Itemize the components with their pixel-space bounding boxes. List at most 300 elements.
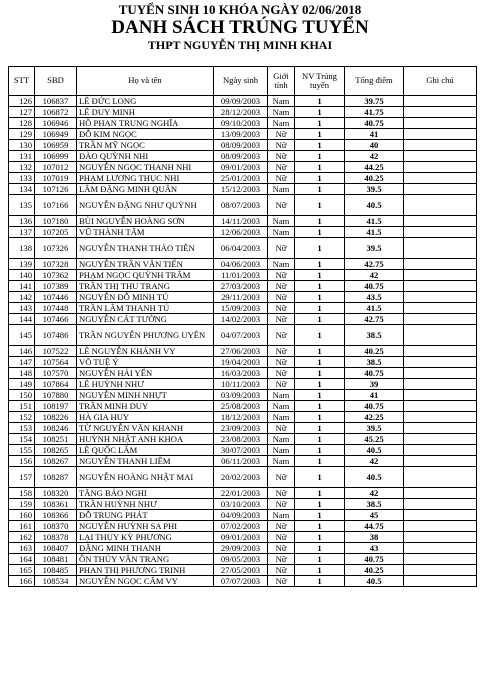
cell-total: 40.75 [345, 368, 404, 379]
cell-total: 42 [345, 488, 404, 499]
cell-dob: 08/09/2003 [214, 151, 268, 162]
cell-stt: 159 [9, 499, 35, 510]
cell-stt: 143 [9, 303, 35, 314]
cell-sbd: 107205 [35, 227, 77, 238]
cell-total: 44.75 [345, 521, 404, 532]
cell-gender: Nữ [268, 129, 295, 140]
cell-gender: Nữ [268, 173, 295, 184]
cell-choice: 1 [295, 314, 345, 325]
table-row [9, 195, 477, 216]
cell-sbd: 107446 [35, 292, 77, 303]
cell-note [404, 401, 477, 412]
col-header-gender: Giới tính [268, 67, 295, 96]
cell-choice: 1 [295, 270, 345, 281]
cell-choice: 1 [295, 423, 345, 434]
cell-name: LÊ DUY MINH [77, 107, 214, 118]
cell-dob: 08/07/2003 [214, 195, 268, 216]
table-row [9, 467, 477, 488]
cell-note [404, 423, 477, 434]
table-row [9, 346, 477, 357]
list-title: DANH SÁCH TRÚNG TUYỂN [111, 17, 369, 38]
cell-sbd: 106959 [35, 140, 77, 151]
cell-note [404, 129, 477, 140]
cell-choice: 1 [295, 281, 345, 292]
cell-name: NGUYỄN ĐẶNG NHƯ QUỲNH [77, 195, 214, 216]
cell-note [404, 216, 477, 227]
cell-total: 40.5 [345, 576, 404, 587]
cell-note [404, 184, 477, 195]
cell-total: 39.75 [345, 96, 404, 107]
cell-sbd: 107180 [35, 216, 77, 227]
cell-stt: 136 [9, 216, 35, 227]
cell-note [404, 292, 477, 303]
cell-stt: 153 [9, 423, 35, 434]
cell-total: 42 [345, 151, 404, 162]
cell-note [404, 195, 477, 216]
cell-stt: 144 [9, 314, 35, 325]
cell-stt: 130 [9, 140, 35, 151]
cell-sbd: 106999 [35, 151, 77, 162]
cell-choice: 1 [295, 510, 345, 521]
cell-name: TĂNG BẢO NGHI [77, 488, 214, 499]
table-row [9, 434, 477, 445]
cell-dob: 29/09/2003 [214, 543, 268, 554]
table-row [9, 565, 477, 576]
table-row [9, 543, 477, 554]
cell-total: 40.75 [345, 281, 404, 292]
table-row [9, 107, 477, 118]
table-row [9, 488, 477, 499]
cell-dob: 09/01/2003 [214, 162, 268, 173]
cell-dob: 14/02/2003 [214, 314, 268, 325]
cell-total: 38.5 [345, 325, 404, 346]
cell-dob: 03/10/2003 [214, 499, 268, 510]
cell-sbd: 107864 [35, 379, 77, 390]
cell-sbd: 107012 [35, 162, 77, 173]
cell-stt: 135 [9, 195, 35, 216]
cell-gender: Nữ [268, 357, 295, 368]
school-name: THPT NGUYỄN THỊ MINH KHAI [147, 38, 333, 52]
cell-choice: 1 [295, 140, 345, 151]
cell-sbd: 108485 [35, 565, 77, 576]
cell-total: 42 [345, 270, 404, 281]
cell-total: 41.5 [345, 227, 404, 238]
table-row [9, 423, 477, 434]
cell-note [404, 554, 477, 565]
table-row [9, 357, 477, 368]
cell-total: 39.5 [345, 423, 404, 434]
cell-sbd: 108320 [35, 488, 77, 499]
cell-gender: Nam [268, 401, 295, 412]
cell-choice: 1 [295, 238, 345, 259]
cell-note [404, 107, 477, 118]
cell-note [404, 118, 477, 129]
cell-dob: 04/06/2003 [214, 259, 268, 270]
cell-total: 40.75 [345, 554, 404, 565]
cell-gender: Nữ [268, 543, 295, 554]
cell-choice: 1 [295, 368, 345, 379]
cell-dob: 11/01/2003 [214, 270, 268, 281]
cell-name: LÊ NGUYỄN KHÁNH VY [77, 346, 214, 357]
cell-name: VŨ THÀNH TÂM [77, 227, 214, 238]
cell-dob: 04/09/2003 [214, 510, 268, 521]
cell-sbd: 108370 [35, 521, 77, 532]
cell-choice: 1 [295, 357, 345, 368]
cell-dob: 27/03/2003 [214, 281, 268, 292]
cell-note [404, 467, 477, 488]
cell-stt: 129 [9, 129, 35, 140]
table-row [9, 270, 477, 281]
cell-stt: 134 [9, 184, 35, 195]
cell-choice: 1 [295, 107, 345, 118]
cell-dob: 09/09/2003 [214, 96, 268, 107]
cell-name: LÊ QUỐC LÂM [77, 445, 214, 456]
cell-note [404, 238, 477, 259]
cell-sbd: 108226 [35, 412, 77, 423]
cell-choice: 1 [295, 184, 345, 195]
table-row [9, 227, 477, 238]
cell-stt: 133 [9, 173, 35, 184]
table-row [9, 184, 477, 195]
cell-stt: 147 [9, 357, 35, 368]
cell-dob: 29/11/2003 [214, 292, 268, 303]
cell-stt: 149 [9, 379, 35, 390]
cell-gender: Nữ [268, 554, 295, 565]
cell-total: 40.75 [345, 401, 404, 412]
table-row [9, 532, 477, 543]
cell-gender: Nữ [268, 151, 295, 162]
cell-gender: Nữ [268, 565, 295, 576]
cell-dob: 27/05/2003 [214, 565, 268, 576]
table-row [9, 96, 477, 107]
cell-note [404, 488, 477, 499]
cell-stt: 158 [9, 488, 35, 499]
cell-note [404, 162, 477, 173]
cell-note [404, 543, 477, 554]
cell-name: TRẦN MỸ NGỌC [77, 140, 214, 151]
cell-total: 41 [345, 390, 404, 401]
cell-total: 42.75 [345, 314, 404, 325]
cell-sbd: 108287 [35, 467, 77, 488]
cell-total: 42.75 [345, 259, 404, 270]
cell-note [404, 576, 477, 587]
cell-total: 41 [345, 129, 404, 140]
cell-stt: 160 [9, 510, 35, 521]
cell-note [404, 456, 477, 467]
cell-note [404, 521, 477, 532]
cell-sbd: 108251 [35, 434, 77, 445]
cell-name: TRẦN LÂM THANH TÚ [77, 303, 214, 314]
cell-total: 39.5 [345, 238, 404, 259]
cell-stt: 141 [9, 281, 35, 292]
cell-total: 45.25 [345, 434, 404, 445]
cell-stt: 150 [9, 390, 35, 401]
cell-note [404, 565, 477, 576]
cell-sbd: 107019 [35, 173, 77, 184]
cell-dob: 22/01/2003 [214, 488, 268, 499]
cell-choice: 1 [295, 543, 345, 554]
cell-total: 40.5 [345, 195, 404, 216]
cell-note [404, 434, 477, 445]
cell-gender: Nữ [268, 346, 295, 357]
cell-stt: 157 [9, 467, 35, 488]
cell-note [404, 346, 477, 357]
cell-stt: 162 [9, 532, 35, 543]
cell-stt: 131 [9, 151, 35, 162]
cell-choice: 1 [295, 151, 345, 162]
table-row [9, 379, 477, 390]
table-row [9, 259, 477, 270]
cell-gender: Nữ [268, 195, 295, 216]
cell-note [404, 357, 477, 368]
cell-gender: Nam [268, 390, 295, 401]
cell-note [404, 227, 477, 238]
cell-name: TRẦN NGUYỄN PHƯƠNG UYÊN [77, 325, 214, 346]
cell-dob: 04/07/2003 [214, 325, 268, 346]
table-row [9, 151, 477, 162]
cell-note [404, 412, 477, 423]
cell-note [404, 445, 477, 456]
col-header-total: Tổng điểm [345, 67, 404, 96]
cell-total: 43 [345, 543, 404, 554]
table-row [9, 521, 477, 532]
cell-stt: 151 [9, 401, 35, 412]
cell-gender: Nữ [268, 467, 295, 488]
cell-total: 40.75 [345, 118, 404, 129]
cell-stt: 146 [9, 346, 35, 357]
cell-sbd: 107389 [35, 281, 77, 292]
table-row [9, 303, 477, 314]
cell-sbd: 106872 [35, 107, 77, 118]
cell-choice: 1 [295, 521, 345, 532]
cell-gender: Nữ [268, 325, 295, 346]
cell-stt: 142 [9, 292, 35, 303]
cell-choice: 1 [295, 379, 345, 390]
cell-stt: 128 [9, 118, 35, 129]
cell-stt: 137 [9, 227, 35, 238]
cell-dob: 19/04/2003 [214, 357, 268, 368]
cell-name: NGUYỄN THANH THẢO TIÊN [77, 238, 214, 259]
col-header-sbd: SBD [35, 67, 77, 96]
cell-dob: 25/01/2003 [214, 173, 268, 184]
cell-sbd: 107328 [35, 259, 77, 270]
cell-choice: 1 [295, 499, 345, 510]
cell-name: HUỲNH NHẬT ANH KHOA [77, 434, 214, 445]
cell-dob: 28/12/2003 [214, 107, 268, 118]
cell-stt: 132 [9, 162, 35, 173]
cell-total: 38.5 [345, 357, 404, 368]
table-row [9, 281, 477, 292]
cell-choice: 1 [295, 445, 345, 456]
cell-choice: 1 [295, 216, 345, 227]
cell-gender: Nam [268, 184, 295, 195]
cell-sbd: 107326 [35, 238, 77, 259]
cell-gender: Nữ [268, 576, 295, 587]
cell-dob: 15/12/2003 [214, 184, 268, 195]
cell-name: LÊ ĐỨC LONG [77, 96, 214, 107]
cell-total: 43.5 [345, 292, 404, 303]
cell-note [404, 96, 477, 107]
cell-gender: Nam [268, 456, 295, 467]
cell-sbd: 108481 [35, 554, 77, 565]
cell-gender: Nữ [268, 368, 295, 379]
cell-dob: 06/04/2003 [214, 238, 268, 259]
cell-stt: 156 [9, 456, 35, 467]
cell-gender: Nữ [268, 281, 295, 292]
cell-dob: 07/07/2003 [214, 576, 268, 587]
cell-stt: 127 [9, 107, 35, 118]
cell-gender: Nam [268, 510, 295, 521]
cell-total: 40.25 [345, 173, 404, 184]
cell-total: 40.5 [345, 467, 404, 488]
cell-gender: Nam [268, 107, 295, 118]
cell-note [404, 314, 477, 325]
cell-gender: Nữ [268, 292, 295, 303]
cell-name: NGUYỄN HUỲNH SA PHI [77, 521, 214, 532]
cell-total: 40.25 [345, 346, 404, 357]
cell-stt: 139 [9, 259, 35, 270]
cell-name: BÙI NGUYỄN HOÀNG SƠN [77, 216, 214, 227]
table-row [9, 325, 477, 346]
cell-total: 42 [345, 456, 404, 467]
cell-note [404, 303, 477, 314]
cell-note [404, 173, 477, 184]
cell-gender: Nữ [268, 499, 295, 510]
cell-gender: Nữ [268, 521, 295, 532]
document-header [0, 0, 480, 52]
cell-sbd: 108366 [35, 510, 77, 521]
cell-choice: 1 [295, 434, 345, 445]
cell-gender: Nữ [268, 379, 295, 390]
cell-choice: 1 [295, 565, 345, 576]
cell-gender: Nam [268, 445, 295, 456]
cell-choice: 1 [295, 303, 345, 314]
admission-table [8, 66, 477, 587]
cell-stt: 163 [9, 543, 35, 554]
cell-sbd: 108267 [35, 456, 77, 467]
cell-dob: 03/09/2003 [214, 390, 268, 401]
cell-gender: Nam [268, 259, 295, 270]
cell-stt: 152 [9, 412, 35, 423]
cell-name: TỪ NGUYỄN VĂN KHANH [77, 423, 214, 434]
cell-choice: 1 [295, 456, 345, 467]
cell-stt: 138 [9, 238, 35, 259]
cell-stt: 148 [9, 368, 35, 379]
cell-name: NGUYỄN ĐỖ MINH TÚ [77, 292, 214, 303]
cell-stt: 165 [9, 565, 35, 576]
cell-choice: 1 [295, 488, 345, 499]
cell-name: NGUYỄN HOÀNG NHẬT MAI [77, 467, 214, 488]
cell-dob: 12/06/2003 [214, 227, 268, 238]
table-row [9, 401, 477, 412]
cell-total: 38 [345, 532, 404, 543]
cell-dob: 20/02/2003 [214, 467, 268, 488]
cell-dob: 15/09/2003 [214, 303, 268, 314]
cell-total: 38.5 [345, 499, 404, 510]
table-row [9, 412, 477, 423]
cell-note [404, 281, 477, 292]
cell-name: NGUYỄN NGỌC CẨM VY [77, 576, 214, 587]
cell-gender: Nữ [268, 532, 295, 543]
table-row [9, 173, 477, 184]
cell-sbd: 106949 [35, 129, 77, 140]
cell-dob: 25/08/2003 [214, 401, 268, 412]
cell-dob: 09/01/2003 [214, 532, 268, 543]
cell-name: NGUYỄN TRẦN VĂN TIẾN [77, 259, 214, 270]
cell-name: PHẠM NGỌC QUỲNH TRÂM [77, 270, 214, 281]
table-row [9, 499, 477, 510]
cell-choice: 1 [295, 259, 345, 270]
cell-gender: Nữ [268, 423, 295, 434]
cell-gender: Nam [268, 227, 295, 238]
cell-choice: 1 [295, 173, 345, 184]
cell-sbd: 108265 [35, 445, 77, 456]
cell-sbd: 107564 [35, 357, 77, 368]
cell-stt: 161 [9, 521, 35, 532]
cell-dob: 10/11/2003 [214, 379, 268, 390]
cell-choice: 1 [295, 401, 345, 412]
cell-stt: 140 [9, 270, 35, 281]
table-row [9, 576, 477, 587]
cell-dob: 09/05/2003 [214, 554, 268, 565]
cell-choice: 1 [295, 118, 345, 129]
cell-note [404, 325, 477, 346]
cell-dob: 07/02/2003 [214, 521, 268, 532]
cell-choice: 1 [295, 576, 345, 587]
cell-sbd: 107522 [35, 346, 77, 357]
table-row [9, 456, 477, 467]
cell-name: LÊ HUỲNH NHƯ [77, 379, 214, 390]
cell-dob: 16/03/2003 [214, 368, 268, 379]
cell-name: NGUYỄN HẢI YẾN [77, 368, 214, 379]
cell-stt: 155 [9, 445, 35, 456]
cell-name: PHẠM LƯƠNG THỤC NHI [77, 173, 214, 184]
cell-choice: 1 [295, 227, 345, 238]
col-header-name: Họ và tên [77, 67, 214, 96]
cell-total: 42.25 [345, 412, 404, 423]
cell-note [404, 379, 477, 390]
cell-choice: 1 [295, 96, 345, 107]
cell-sbd: 108534 [35, 576, 77, 587]
table-row [9, 162, 477, 173]
cell-note [404, 499, 477, 510]
cell-name: NGUYỄN CÁT TƯỜNG [77, 314, 214, 325]
cell-dob: 13/09/2003 [214, 129, 268, 140]
cell-name: NGUYỄN NGỌC THANH NHI [77, 162, 214, 173]
cell-choice: 1 [295, 325, 345, 346]
col-header-dob: Ngày sinh [214, 67, 268, 96]
cell-total: 40.25 [345, 565, 404, 576]
cell-gender: Nam [268, 118, 295, 129]
cell-stt: 145 [9, 325, 35, 346]
table-row [9, 314, 477, 325]
cell-note [404, 259, 477, 270]
cell-dob: 18/12/2003 [214, 412, 268, 423]
cell-name: NGUYỄN MINH NHỰT [77, 390, 214, 401]
table-row [9, 510, 477, 521]
exam-title: TUYỂN SINH 10 KHÓA NGÀY 02/06/2018 [118, 2, 362, 17]
cell-choice: 1 [295, 412, 345, 423]
cell-name: TRẦN THỊ THU TRANG [77, 281, 214, 292]
cell-total: 45 [345, 510, 404, 521]
cell-note [404, 270, 477, 281]
cell-dob: 14/11/2003 [214, 216, 268, 227]
table-row [9, 118, 477, 129]
col-header-stt: STT [9, 67, 35, 96]
cell-sbd: 107126 [35, 184, 77, 195]
table-header-row [9, 67, 477, 96]
cell-gender: Nữ [268, 303, 295, 314]
